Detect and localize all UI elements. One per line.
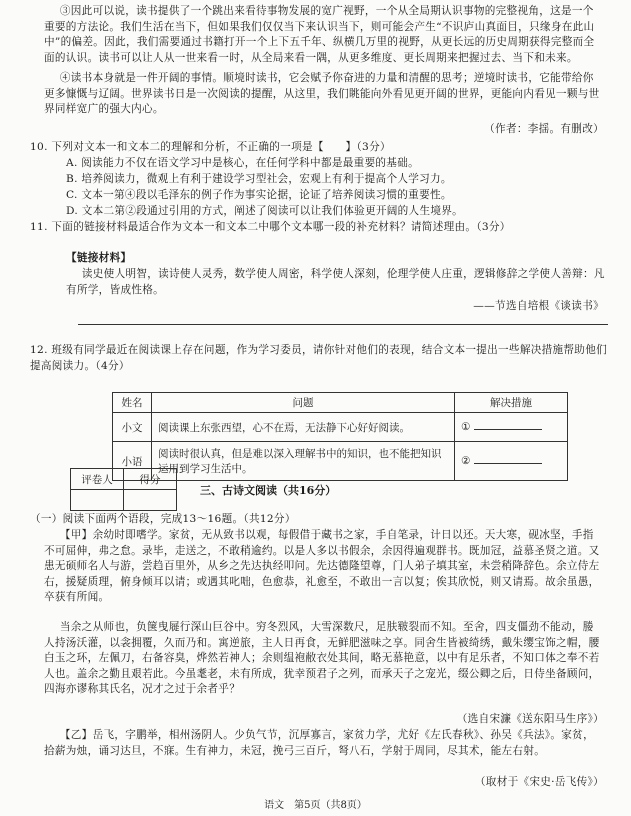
passage-source: （作者：李揺。有删改） xyxy=(484,123,604,135)
question-10-stem: 10. 下列对文本一和文本二的理解和分析，不正确的一项是【 】（3分） xyxy=(30,141,391,153)
passage-yi: 【乙】岳飞，字鹏举，相州汤阴人。少负气节，沉厚寡言，家贫力学，尤好《左氏春秋》、孙吴《兵法》。家贫，拾薪为烛，诵习达旦，不寐。生有神力，未冠，挽弓三百斤，弩八石，学射于周同，尽其术，能左右射。 xyxy=(44,729,594,757)
row-answer[interactable] xyxy=(455,413,568,442)
passage-jia-source: （选自宋濂《送东阳马生序》） xyxy=(456,713,604,725)
table-header-problem: 问题 xyxy=(152,393,455,413)
question-12-stem: 12. 班级有同学最近在阅读课上存在问题，作为学习委员，请你针对他们的表现，结合文本一提出一些解决措施帮助他们提高阅读力。（4分） xyxy=(30,344,607,372)
link-material-source: ——节选自培根《谈读书》 xyxy=(473,300,604,312)
table-row xyxy=(113,413,568,442)
row-problem: 阅读课上东张西望，心不在焉，无法静下心好好阅读。 xyxy=(152,413,455,442)
passage-yi-source: （取材于《宋史·岳飞传》） xyxy=(474,776,604,788)
question-10-option-a: A. 阅读能力不仅在语文学习中是核心，在任何学科中都是最重要的基础。 xyxy=(66,157,419,169)
answer-line-1[interactable] xyxy=(78,324,608,325)
question-10-option-b: B. 培养阅读力，微观上有利于建设学习型社会，宏观上有利于提高个人学习力。 xyxy=(66,173,452,185)
row-name: 小文 xyxy=(113,413,152,442)
row-answer[interactable] xyxy=(455,442,568,481)
score-box xyxy=(70,468,177,511)
row-name: 小语 xyxy=(113,442,152,481)
table-header-row xyxy=(113,393,568,413)
answer-blank[interactable] xyxy=(474,463,542,464)
question-10-option-d: D. 文本二第②段通过引用的方式，阐述了阅读可以让我们体验更开阔的人生境界。 xyxy=(66,205,464,217)
table-header-solution: 解决措施 xyxy=(455,393,568,413)
score-label: 得分 xyxy=(124,469,177,490)
passage-para-3: ③因此可以说，读书提供了一个跳出来看待事物发展的宽广视野，一个从全局期认识事物的完整视角，这是一个重要的方法论。我们生活在当下，但如果我们仅仅当下来认识当下，则可能会产生“不识庐山真面目，只缘身在此山中”的偏差。因此，我们需要通过书籍打开一个上下五千年、纵横几万里的视野，从更长远的历史周期获得完整而全面的认识。读书可以让人从一世来看一时，从全局来看一隅，从更多维度、更长周期来把握过去、当下和未来。 xyxy=(44,5,595,64)
grader-cell[interactable] xyxy=(71,490,124,511)
passage-jia-2: 当余之从师也，负箧曳屣行深山巨谷中。穷冬烈风，大雪深数尺，足肤皲裂而不知。至舍，四支僵劲不能动，媵人持汤沃灌，以衾拥覆，久而乃和。寓逆旅，主人日再食，无鲜肥滋味之享。同舍生皆被绮绣，戴朱缨宝饰之帽，腰白玉之环，左佩刀，右备容臭，烨然若神人；余则缊袍敝衣处其间，略无慕艳意，以中有足乐者，不知口体之奉不若人也。盖余之勤且艰若此。今虽耄老，未有所成，犹幸预君子之列，而承天子之宠光，缀公卿之后，日侍坐备顾问，四海亦谬称其氏名，况才之过于余者乎？ xyxy=(44,621,600,695)
question-10-option-c: C. 文本一第④段以毛泽东的例子作为事实论据，论证了培养阅读习惯的重要性。 xyxy=(66,189,452,201)
answer-marker: ② xyxy=(461,455,471,467)
row-problem: 阅读时很认真，但是难以深入理解书中的知识，也不能把知识运用到学习生活中。 xyxy=(152,442,455,481)
question-11-stem: 11. 下面的链接材料最适合作为文本一和文本二中哪个文本哪一段的补充材料？请简述理由。（3分） xyxy=(30,221,511,233)
question-12-table xyxy=(112,392,568,481)
page-footer: 语文 第5页（共8页） xyxy=(264,800,367,811)
link-material-text: 读史使人明智，读诗使人灵秀，数学使人周密，科学使人深刻，伦理学使人庄重，逻辑修辞之学使人善辩：凡有所学，皆成性格。 xyxy=(66,268,605,296)
section-title: 三、古诗文阅读（共16分） xyxy=(200,484,337,497)
score-cell[interactable] xyxy=(124,490,177,511)
grader-label: 评卷人 xyxy=(71,469,124,490)
link-material-title: 【链接材料】 xyxy=(66,252,132,264)
table-header-name: 姓名 xyxy=(113,393,152,413)
answer-marker: ① xyxy=(461,421,471,433)
table-row xyxy=(113,442,568,481)
subsection-title: （一）阅读下面两个语段，完成13～16题。（共12分） xyxy=(30,513,296,525)
passage-jia-1: 【甲】余幼时即嗜学。家贫，无从致书以观，每假借于藏书之家，手自笔录，计日以还。天大寒，砚冰坚，手指不可屈伸，弗之怠。录毕，走送之，不敢稍逾约。以是人多以书假余，余因得遍观群书。既加冠，益慕圣贤之道。又患无硕师名人与游，尝趋百里外，从乡之先达执经叩问。先达德隆望尊，门人弟子填其室，未尝稍降辞色。余立侍左右，援疑质理，俯身倾耳以请；或遇其叱咄，色愈恭，礼愈至，不敢出一言以复；俟其欣悦，则又请焉。故余虽愚，卒获有所闻。 xyxy=(44,529,600,603)
passage-para-4: ④读书本身就是一件开阔的事情。顺境时读书，它会赋予你奋进的力量和清醒的思考；逆境时读书，它能带给你更多慷慨与辽阔。世界读书日是一次阅读的提醒，从这里，我们眺能向外看见更开阔的世界，更能向内看见一颗与世界同样宽广的强大内心。 xyxy=(44,72,600,115)
answer-blank[interactable] xyxy=(474,429,542,430)
